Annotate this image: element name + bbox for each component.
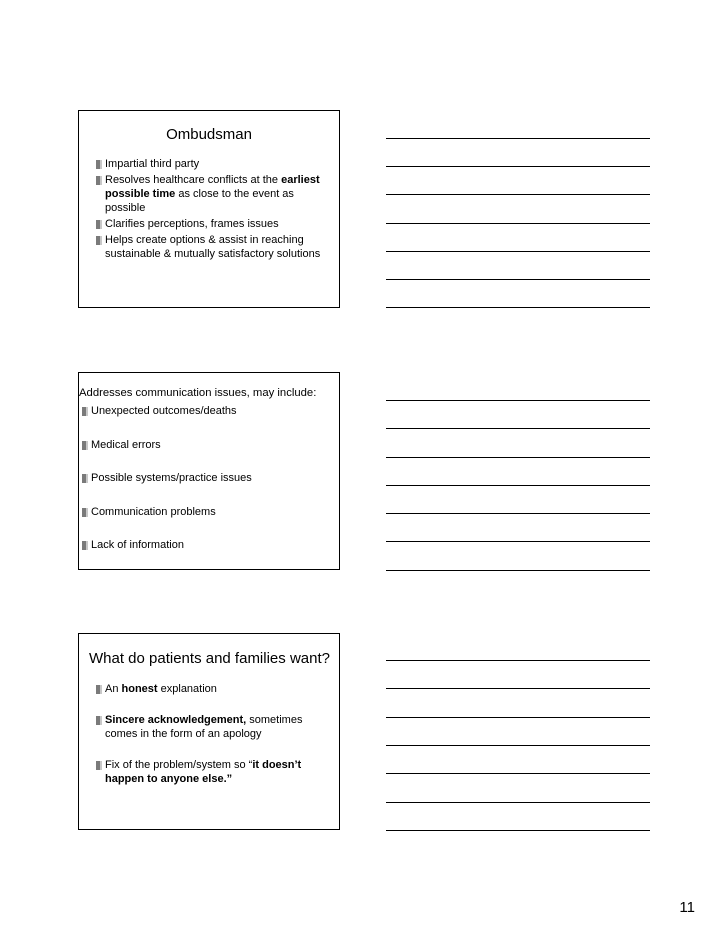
note-line: [386, 400, 650, 401]
note-line: [386, 223, 650, 224]
note-line: [386, 717, 650, 718]
bullet-marker-icon: [96, 160, 102, 169]
bullet-marker-icon: [82, 474, 88, 483]
note-line: [386, 802, 650, 803]
note-line: [386, 485, 650, 486]
bullet-item: Unexpected outcomes/deaths: [82, 404, 332, 424]
note-line: [386, 660, 650, 661]
slide-1: [78, 110, 340, 308]
note-line: [386, 688, 650, 689]
bullet-marker-icon: [96, 236, 102, 245]
bullet-marker-icon: [96, 761, 102, 770]
bullet-item: An honest explanation: [96, 682, 328, 696]
bullet-item: Resolves healthcare conflicts at the earliest possible time as close to the event as possible: [96, 173, 328, 215]
note-line: [386, 570, 650, 571]
note-line: [386, 513, 650, 514]
note-line: [386, 745, 650, 746]
slide-2-intro: Addresses communication issues, may include:: [79, 387, 317, 399]
note-line: [386, 166, 650, 167]
bullet-marker-icon: [96, 176, 102, 185]
bullet-marker-icon: [96, 685, 102, 694]
bullet-item: Impartial third party: [96, 157, 328, 171]
bullet-item: Clarifies perceptions, frames issues: [96, 217, 328, 231]
note-line: [386, 541, 650, 542]
note-line: [386, 830, 650, 831]
slide-3: [78, 633, 340, 830]
slide-2: [78, 372, 340, 570]
bullet-marker-icon: [82, 407, 88, 416]
bullet-marker-icon: [82, 508, 88, 517]
bullet-item: Helps create options & assist in reaching sustainable & mutually satisfactory solutions: [96, 233, 328, 261]
slide-3-title: What do patients and families want?: [89, 650, 330, 667]
page-number: 11: [679, 899, 695, 916]
note-line: [386, 457, 650, 458]
note-line: [386, 138, 650, 139]
slide-2-bullet-list: [82, 404, 332, 572]
bullet-item: Sincere acknowledgement, sometimes comes in the form of an apology: [96, 713, 328, 741]
bullet-marker-icon: [96, 220, 102, 229]
bullet-item: Medical errors: [82, 438, 332, 458]
slide-1-bullet-list: [96, 157, 328, 263]
note-line: [386, 307, 650, 308]
bullet-item: Possible systems/practice issues: [82, 471, 332, 491]
slide-3-bullet-list: [96, 682, 328, 803]
bullet-item: Communication problems: [82, 505, 332, 525]
bullet-item: Lack of information: [82, 538, 332, 558]
bullet-item: Fix of the problem/system so “it doesn’t happen to anyone else.”: [96, 758, 328, 786]
bullet-marker-icon: [96, 716, 102, 725]
note-line: [386, 773, 650, 774]
note-line: [386, 279, 650, 280]
note-line: [386, 251, 650, 252]
note-line: [386, 428, 650, 429]
bullet-marker-icon: [82, 441, 88, 450]
slide-1-title: Ombudsman: [166, 126, 252, 143]
bullet-marker-icon: [82, 541, 88, 550]
note-line: [386, 194, 650, 195]
